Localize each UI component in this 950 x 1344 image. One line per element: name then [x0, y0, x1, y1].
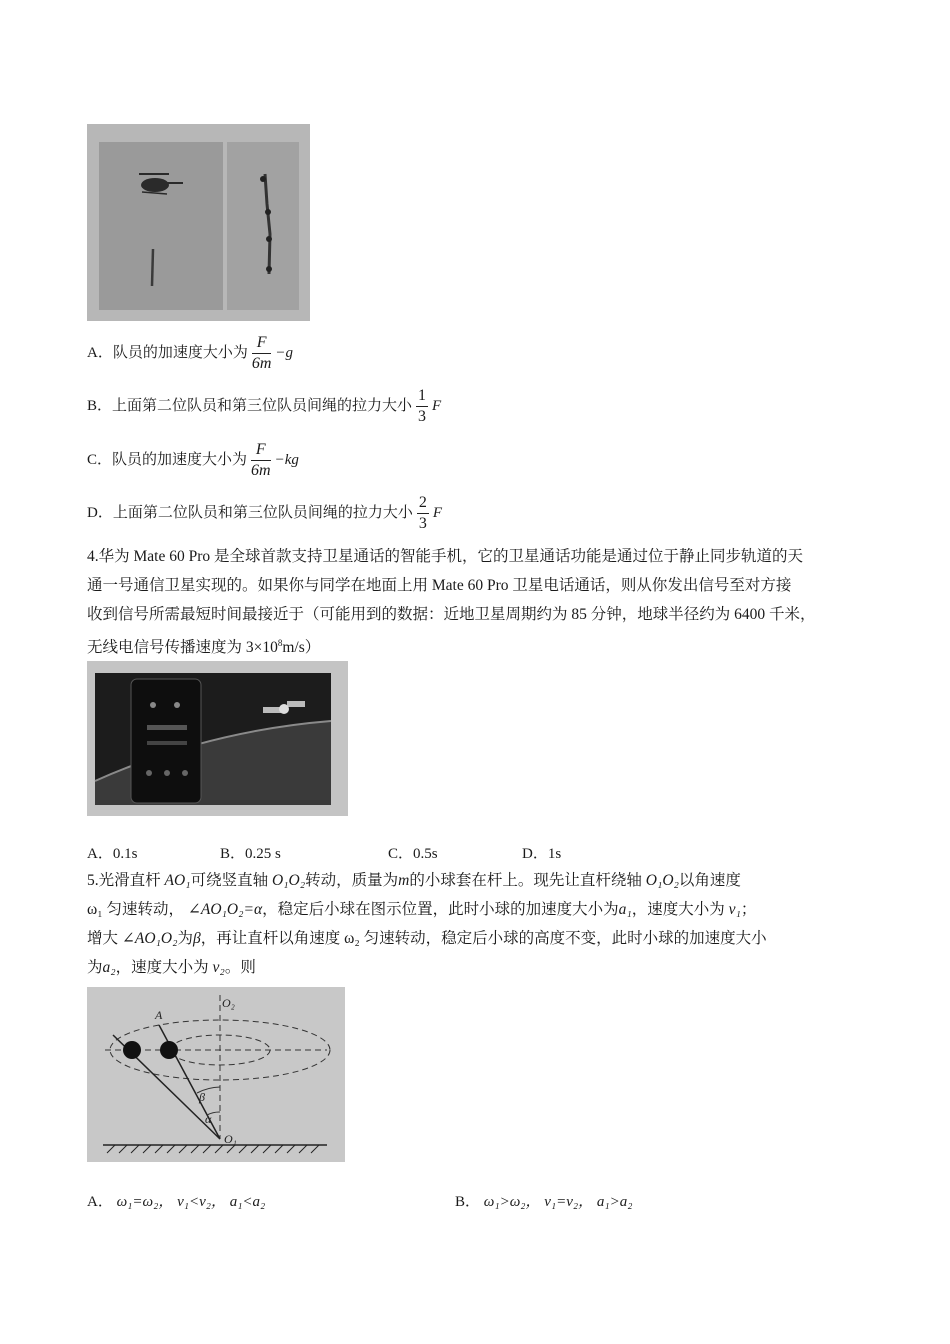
q3-option-a [87, 331, 293, 375]
q5-line-2 [87, 895, 867, 924]
q4-line-1: 4.华为 Mate 60 Pro 是全球首款支持卫星通话的智能手机，它的卫星通话功能是通过位于静止同步轨道的天 [87, 548, 804, 565]
q5-text: ，速度大小为 [115, 959, 209, 976]
option-text: ω₁=ω₂， v₁<v₂， a₁<a₂ [116, 1194, 266, 1210]
q4-exponent: 8 [277, 638, 283, 648]
q5-text: 转动，质量为 [305, 872, 399, 889]
label-beta: β [199, 1090, 205, 1104]
q5-a2-symbol: a₂ [102, 959, 116, 976]
helicopter-rope-illustration [87, 124, 310, 321]
option-text: 队员的加速度大小为 [112, 452, 248, 468]
fraction [251, 440, 271, 481]
fraction-numerator: F [251, 440, 271, 461]
phone-satellite-photo [87, 661, 348, 816]
option-tail: −g [275, 345, 294, 361]
q5-option-b [455, 1192, 632, 1212]
q4-line-4-text: 无线电信号传播速度为 3×10 [87, 639, 278, 656]
fraction [416, 386, 428, 427]
q4-line-2: 通一号通信卫星实现的。如果你与同学在地面上用 Mate 60 Pro 卫星电话通话，则从你发出信号至对方接 [87, 577, 792, 594]
q5-angle-alpha: ∠AO₁O₂=α [187, 901, 263, 918]
fraction-numerator: 2 [417, 493, 429, 514]
q5-text: 可绕竖直轴 [190, 872, 269, 889]
rotating-rod-figure [87, 987, 345, 1162]
label-a: A [155, 1008, 163, 1022]
option-label: A． [87, 345, 113, 361]
q5-v1-symbol: v₁ [728, 901, 741, 918]
fraction-denominator: 3 [418, 407, 427, 425]
option-label: A． [87, 1194, 113, 1210]
q4-option-d: D．1s [522, 846, 562, 862]
option-tail: F [432, 398, 442, 414]
option-text: 上面第二位队员和第三位队员间绳的拉力大小 [112, 398, 413, 414]
q5-text: ω₁ 匀速转动， [87, 901, 184, 918]
fraction [252, 333, 272, 374]
option-label: C． [87, 452, 113, 468]
option-tail: −kg [274, 452, 299, 468]
q5-line-3 [87, 924, 867, 953]
fraction-denominator: 3 [418, 514, 427, 532]
q5-text: ，再让直杆以角速度 ω₂ 匀速转动，稳定后小球的高度不变，此时小球的加速度大小 [200, 930, 767, 947]
q4-option-a: A．0.1s [87, 846, 138, 862]
option-text: 队员的加速度大小为 [112, 345, 248, 361]
q5-text: 以角速度 [678, 872, 741, 889]
fraction-denominator: 6m [251, 461, 271, 479]
q5-beta-symbol: β [193, 930, 201, 947]
q5-line-1 [87, 866, 867, 895]
q5-v2-symbol: v₂ [212, 959, 225, 976]
q5-text: 为 [87, 959, 103, 976]
q5-text: 为 [177, 930, 194, 947]
fraction [417, 493, 429, 534]
label-alpha: α [205, 1112, 212, 1126]
helicopter-rope-photo [87, 124, 310, 321]
q5-rod-symbol: AO₁ [164, 872, 191, 889]
fraction-denominator: 6m [251, 354, 272, 372]
q4-stem [87, 542, 867, 662]
q5-a1-symbol: a₁ [618, 901, 632, 918]
fraction-numerator: F [252, 333, 272, 354]
option-text: 上面第二位队员和第三位队员间绳的拉力大小 [112, 505, 413, 521]
q4-option-c: C．0.5s [388, 846, 438, 862]
option-label: B． [87, 398, 113, 414]
q4-option-b: B．0.25 s [220, 846, 281, 862]
q5-text: 的小球套在杆上。现先让直杆绕轴 [409, 872, 642, 889]
q5-text: 5.光滑直杆 [87, 872, 161, 889]
fraction-numerator: 1 [416, 386, 428, 407]
q4-line-3: 收到信号所需最短时间最接近于（可能用到的数据：近地卫星周期约为 85 分钟，地球半径约为 6400 千米， [87, 606, 816, 623]
q5-mass-symbol: m [398, 872, 410, 889]
q5-text: ，稳定后小球在图示位置，此时小球的加速度大小为 [262, 901, 619, 918]
q5-axis-symbol: O₁O₂ [271, 872, 306, 889]
option-tail: F [432, 505, 443, 521]
q5-angle-symbol: ∠AO₁O₂ [121, 930, 178, 947]
q5-text: 增大 [87, 930, 119, 947]
q3-option-c [87, 438, 299, 482]
option-text: ω₁>ω₂， v₁=v₂， a₁>a₂ [483, 1194, 633, 1210]
q5-text: ，速度大小为 [631, 901, 725, 918]
q4-line-4 [87, 629, 867, 662]
phone-satellite-illustration [87, 661, 348, 816]
q5-text: ； [740, 901, 757, 918]
option-label: B． [455, 1194, 481, 1210]
option-label: D． [87, 505, 113, 521]
q5-line-4 [87, 953, 867, 982]
q3-option-d [87, 491, 442, 535]
q5-stem [87, 866, 867, 982]
q5-axis-symbol: O₁O₂ [645, 872, 679, 889]
label-o2: O₂ [222, 996, 235, 1010]
q3-option-b [87, 384, 441, 428]
q5-text: 。则 [224, 959, 256, 976]
q5-option-a [87, 1192, 265, 1212]
label-o1: O₁ [224, 1132, 237, 1146]
rotating-rod-diagram [87, 987, 345, 1162]
q4-line-4-unit: m/s） [282, 639, 321, 656]
